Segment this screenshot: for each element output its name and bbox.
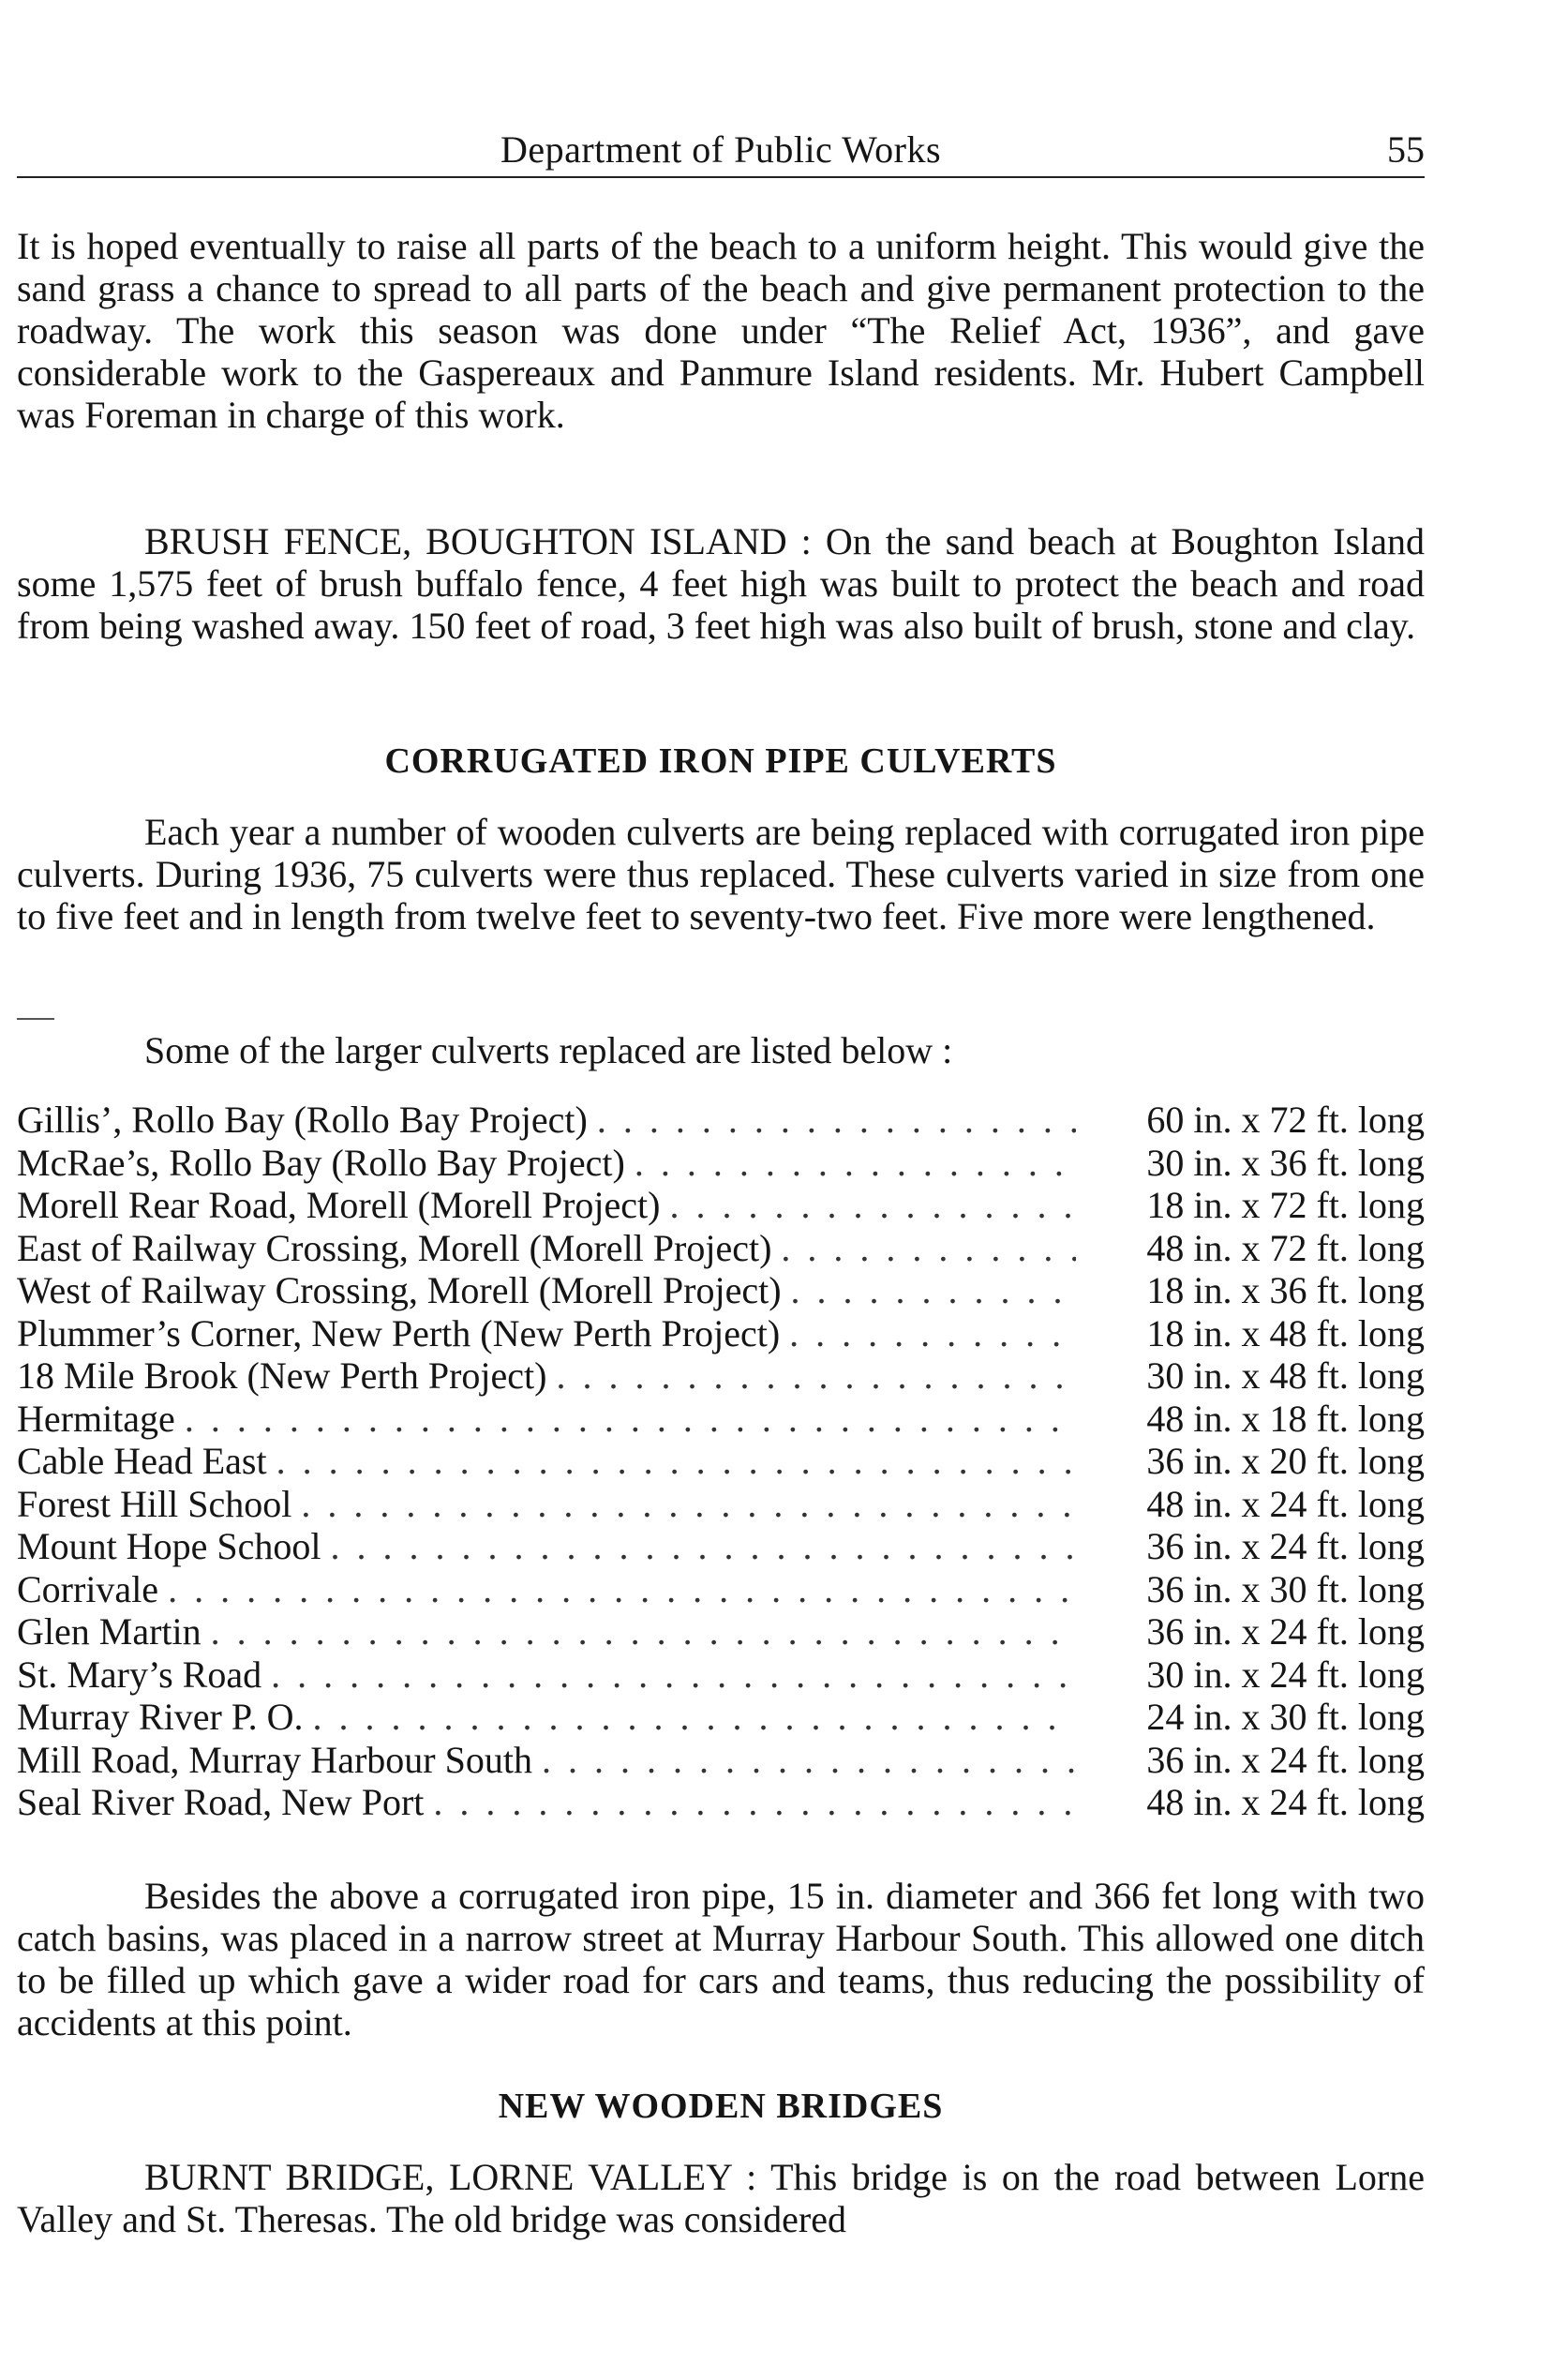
list-item — [17, 1525, 1425, 1568]
paragraph-brush-fence: BRUSH FENCE, BOUGHTON ISLAND : On the sand beach at Boughton Island some 1,575 feet of brush buffalo fence, 4 feet high was built to protect the beach and road from being washed away. 150 feet of road, 3 feet high was also built of brush, stone and clay. — [17, 520, 1425, 647]
culvert-size: 30 in. x 36 ft. long — [1146, 1141, 1425, 1184]
page-number: 55 — [1387, 128, 1425, 171]
list-item — [17, 1312, 1425, 1355]
list-item — [17, 1696, 1425, 1739]
leader-dots — [276, 1440, 1076, 1482]
culvert-size: 36 in. x 24 ft. long — [1146, 1610, 1425, 1653]
leader-dots — [789, 1312, 1076, 1354]
heading-culverts: CORRUGATED IRON PIPE CULVERTS — [384, 741, 1057, 781]
leader-dots — [168, 1568, 1076, 1610]
culvert-size: 36 in. x 24 ft. long — [1146, 1525, 1425, 1567]
paragraph-culverts-intro: Each year a number of wooden culverts are being replaced with corrugated iron pipe culverts. During 1936, 75 culverts were thus replaced. These culverts varied in size from one to five feet and in length from twelve feet to seventy-two feet. Five more were lengthened. — [17, 811, 1425, 937]
culvert-size: 18 in. x 48 ft. long — [1146, 1311, 1425, 1354]
culvert-list — [17, 1099, 1425, 1824]
list-item — [17, 1610, 1425, 1653]
list-item — [17, 1781, 1425, 1824]
stray-mark — [17, 1018, 54, 1020]
culvert-location: Glen Martin — [17, 1610, 202, 1653]
culvert-size: 48 in. x 24 ft. long — [1146, 1482, 1425, 1525]
running-title: Department of Public Works — [500, 128, 942, 171]
culvert-location: St. Mary’s Road — [17, 1653, 262, 1696]
culvert-location: Mill Road, Murray Harbour South — [17, 1738, 532, 1781]
culvert-location: Gillis’, Rollo Bay (Rollo Bay Project) — [17, 1099, 588, 1141]
culvert-location: East of Railway Crossing, Morell (Morell Project) — [17, 1226, 772, 1269]
list-item — [17, 1099, 1425, 1142]
leader-dots — [301, 1483, 1076, 1525]
paragraph-beach: It is hoped eventually to raise all parts of the beach to a uniform height. This would give the sand grass a chance to spread to all parts of the beach and give permanent protection to the roadway. The work this season was done under “The Relief Act, 1936”, and gave considerable work to the Gaspereaux and Panmure Island residents. Mr. Hubert Campbell was Foreman in charge of this work. — [17, 225, 1425, 436]
culvert-location: Morell Rear Road, Morell (Morell Project) — [17, 1184, 661, 1226]
list-item — [17, 1653, 1425, 1697]
culvert-location: Hermitage — [17, 1397, 175, 1440]
list-item — [17, 1354, 1425, 1398]
culvert-location: Mount Hope School — [17, 1525, 321, 1567]
culvert-location: West of Railway Crossing, Morell (Morell Project) — [17, 1269, 782, 1311]
culvert-location: 18 Mile Brook (New Perth Project) — [17, 1354, 547, 1397]
culvert-size: 48 in. x 18 ft. long — [1146, 1397, 1425, 1440]
leader-dots — [185, 1398, 1076, 1440]
paragraph-list-intro: Some of the larger culverts replaced are listed below : — [144, 1029, 953, 1071]
leader-dots — [330, 1525, 1076, 1567]
list-item — [17, 1483, 1425, 1526]
culvert-size: 18 in. x 72 ft. long — [1146, 1184, 1425, 1226]
culvert-location: Cable Head East — [17, 1440, 267, 1482]
culvert-location: Plummer’s Corner, New Perth (New Perth Project) — [17, 1311, 781, 1354]
list-item — [17, 1440, 1425, 1483]
list-item — [17, 1142, 1425, 1185]
list-item — [17, 1184, 1425, 1227]
leader-dots — [556, 1354, 1076, 1397]
culvert-size: 48 in. x 24 ft. long — [1146, 1781, 1425, 1823]
leader-dots — [542, 1739, 1076, 1781]
culvert-size: 24 in. x 30 ft. long — [1146, 1696, 1425, 1738]
leader-dots — [313, 1696, 1076, 1738]
leader-dots — [791, 1269, 1076, 1311]
leader-dots — [635, 1142, 1076, 1184]
list-item — [17, 1739, 1425, 1782]
culvert-location: Murray River P. O. — [17, 1696, 304, 1738]
paragraph-murray-harbour: Besides the above a corrugated iron pipe, 15 in. diameter and 366 fet long with two catch basins, was placed in a narrow street at Murray Harbour South. This allowed one ditch to be filled up which gave a wider road for cars and teams, thus reducing the possibility of accidents at this point. — [17, 1875, 1425, 2043]
heading-bridges: NEW WOODEN BRIDGES — [498, 2087, 944, 2126]
list-item — [17, 1269, 1425, 1312]
leader-dots — [271, 1653, 1076, 1696]
culvert-location: Corrivale — [17, 1567, 159, 1610]
culvert-size: 36 in. x 30 ft. long — [1146, 1567, 1425, 1610]
culvert-size: 30 in. x 24 ft. long — [1146, 1653, 1425, 1696]
leader-dots — [433, 1781, 1076, 1823]
list-item — [17, 1398, 1425, 1441]
leader-dots — [211, 1610, 1076, 1653]
leader-dots — [781, 1227, 1076, 1269]
culvert-location: Seal River Road, New Port — [17, 1781, 425, 1823]
paragraph-burnt-bridge: BURNT BRIDGE, LORNE VALLEY : This bridge is on the road between Lorne Valley and St. Theresas. The old bridge was considered — [17, 2156, 1425, 2240]
culvert-size: 36 in. x 20 ft. long — [1146, 1440, 1425, 1482]
culvert-location: McRae’s, Rollo Bay (Rollo Bay Project) — [17, 1141, 625, 1184]
list-item — [17, 1227, 1425, 1270]
culvert-size: 48 in. x 72 ft. long — [1146, 1226, 1425, 1269]
culvert-size: 36 in. x 24 ft. long — [1146, 1738, 1425, 1781]
culvert-size: 30 in. x 48 ft. long — [1146, 1354, 1425, 1397]
culvert-location: Forest Hill School — [17, 1482, 292, 1525]
leader-dots — [669, 1184, 1076, 1226]
list-item — [17, 1568, 1425, 1611]
culvert-size: 60 in. x 72 ft. long — [1146, 1099, 1425, 1141]
leader-dots — [597, 1099, 1076, 1141]
culvert-size: 18 in. x 36 ft. long — [1146, 1269, 1425, 1311]
page-header — [17, 120, 1425, 178]
